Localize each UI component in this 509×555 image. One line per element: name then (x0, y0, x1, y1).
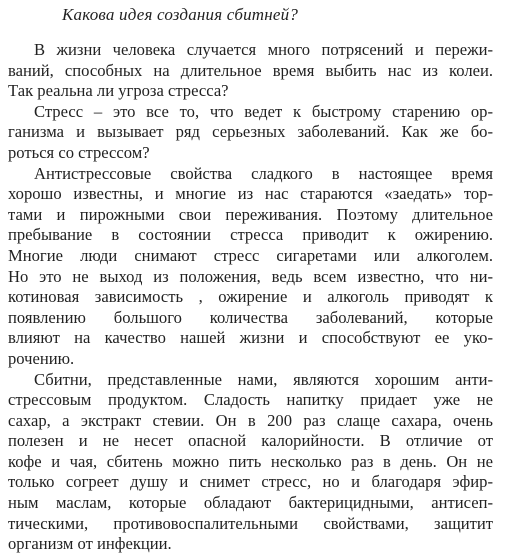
text-line: сахар, а экстракт стевии. Он в 200 раз слаще сахара, очень (8, 410, 493, 430)
text-line: только согреет душу и снимет стресс, но и благодаря эфир- (8, 472, 493, 492)
article-body (8, 40, 493, 555)
text-line: Сбитни, представленные нами, являются хорошим анти- (34, 369, 493, 389)
text-line: Многие люди снимают стресс сигаретами или алкоголем. (8, 245, 493, 265)
paragraph-2 (8, 102, 493, 164)
text-line: стрессовым продуктом. Сладость напитку придает уже не (8, 390, 493, 410)
text-line: Но это не выход из положения, ведь всем известно, что ни- (8, 266, 493, 286)
text-line: влияют на качество нашей жизни и способствуют ее уко- (8, 328, 493, 348)
text-line: Так реальна ли угроза стресса? (8, 81, 229, 101)
text-line: котиновая зависимость , ожирение и алкоголь приводят к (8, 287, 493, 307)
paragraph-3 (8, 164, 493, 370)
text-line: ным маслам, которые обладают бактерицидными, антисеп- (8, 493, 493, 513)
text-line: ваний, способных на длительное время выбить нас из колеи. (8, 60, 493, 80)
text-line: кофе и чая, сбитень можно пить несколько раз в день. Он не (8, 451, 493, 471)
text-line: роться со стрессом? (8, 142, 150, 162)
text-line: хорошо известны, и многие из нас стараются «заедать» тор- (8, 184, 493, 204)
text-line: ганизма и вызывает ряд серьезных заболеваний. Как же бо- (8, 122, 493, 142)
text-line: рочению. (8, 348, 75, 368)
section-heading: Какова идея создания сбитней? (62, 5, 299, 24)
text-line: тами и пирожными свои переживания. Поэтому длительное (8, 204, 493, 224)
text-line: организм от инфекции. (8, 534, 172, 554)
text-line: В жизни человека случается много потрясений и пережи- (34, 40, 493, 59)
text-line: появлению большого количества заболеваний, которые (8, 307, 493, 327)
text-line: пребывание в состоянии стресса приводит к ожирению. (8, 225, 493, 245)
text-line: тическими, противовоспалительными свойствами, защитит (8, 513, 493, 533)
paragraph-4 (8, 370, 493, 555)
paragraph-1 (8, 40, 493, 102)
text-line: Антистрессовые свойства сладкого в настоящее время (34, 163, 493, 183)
text-line: полезен и не несет опасной калорийности. В отличие от (8, 431, 493, 451)
text-line: Стресс – это все то, что ведет к быстрому старению ор- (34, 101, 493, 121)
